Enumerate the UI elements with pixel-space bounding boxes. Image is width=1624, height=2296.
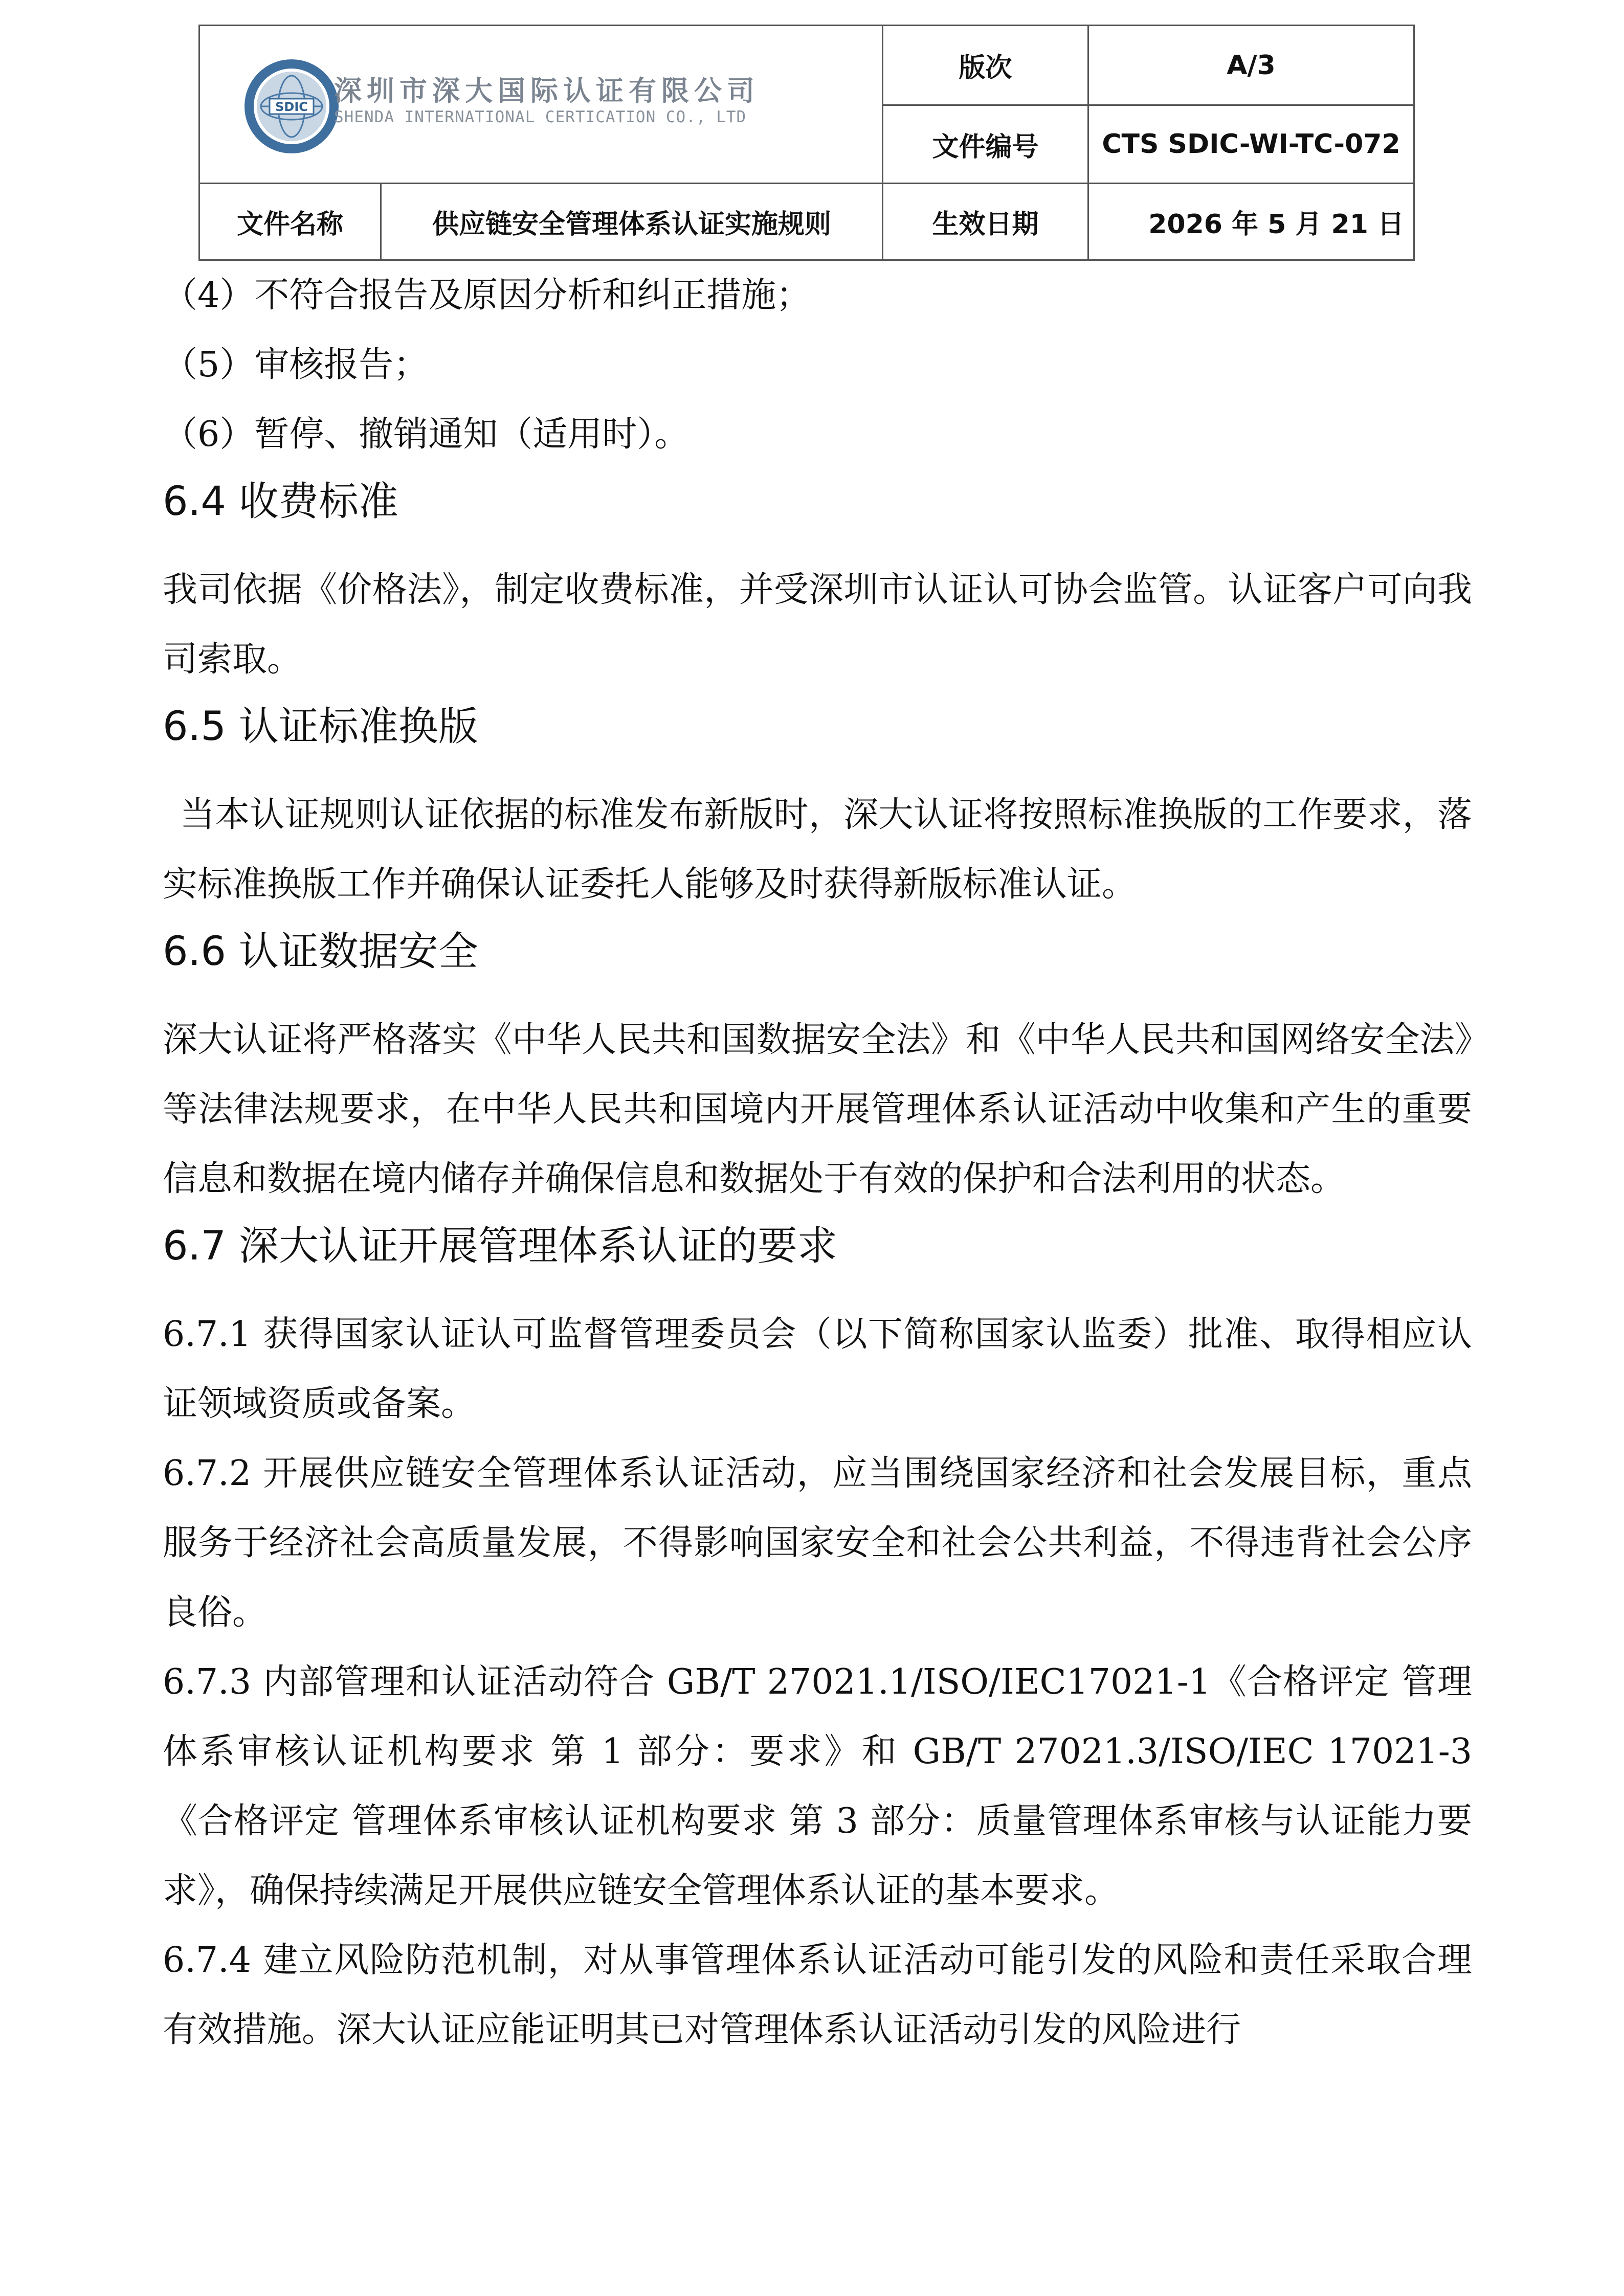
- company-seal-logo: [243, 58, 340, 155]
- list-item: （5）审核报告；: [163, 345, 429, 385]
- section-body-6-5: 当本认证规则认证依据的标准发布新版时，深大认证将按照标准换版的工作要求，落实标准换版工作并确保认证委托人能够及时获得新版标准认证。: [163, 795, 1472, 905]
- company-name-cn: 深圳市深大国际认证有限公司: [334, 74, 760, 107]
- section-body-6-4: 我司依据《价格法》，制定收费标准，并受深圳市认证认可协会监管。认证客户可向我司索取。: [163, 570, 1472, 680]
- document-header-table: [198, 25, 1415, 261]
- clause-6-7-4: 6.7.4 建立风险防范机制，对从事管理体系认证活动可能引发的风险和责任采取合理有效措施。深大认证应能证明其已对管理体系认证活动引发的风险进行: [163, 1940, 1472, 2050]
- list-item: （6）暂停、撤销通知（适用时）。: [163, 414, 689, 455]
- section-heading-6-5: 6.5 认证标准换版: [163, 704, 478, 750]
- section-heading-6-6: 6.6 认证数据安全: [163, 929, 478, 975]
- section-body-6-6: 深大认证将严格落实《中华人民共和国数据安全法》和《中华人民共和国网络安全法》等法律法规要求，在中华人民共和国境内开展管理体系认证活动中收集和产生的重要信息和数据在境内储存并确保信息和数据处于有效的保护和合法利用的状态。: [163, 1020, 1472, 1199]
- clause-6-7-1: 6.7.1 获得国家认证认可监督管理委员会（以下简称国家认监委）批准、取得相应认证领域资质或备案。: [163, 1314, 1472, 1424]
- effective-date-label: 生效日期: [932, 209, 1039, 240]
- document-number-label: 文件编号: [932, 131, 1039, 163]
- document-number-value: CTS SDIC-WI-TC-072: [1102, 129, 1400, 160]
- company-name-en: SHENDA INTERNATIONAL CERTICATION CO., LTD: [334, 108, 747, 126]
- version-value: A/3: [1227, 50, 1276, 81]
- clause-6-7-2: 6.7.2 开展供应链安全管理体系认证活动，应当围绕国家经济和社会发展目标，重点服务于经济社会高质量发展，不得影响国家安全和社会公共利益，不得违背社会公序良俗。: [163, 1453, 1472, 1633]
- list-item: （4）不符合报告及原因分析和纠正措施；: [163, 275, 811, 316]
- document-body: [163, 261, 1472, 2065]
- company-logo-block: [200, 26, 883, 185]
- version-label: 版次: [959, 53, 1012, 83]
- logo-text: SDIC: [275, 100, 308, 114]
- section-heading-6-4: 6.4 收费标准: [163, 479, 398, 525]
- document-name-label: 文件名称: [236, 209, 343, 240]
- effective-date-value: 2026 年 5 月 21 日: [1148, 209, 1404, 240]
- section-heading-6-7: 6.7 深大认证开展管理体系认证的要求: [163, 1223, 837, 1269]
- document-name-value: 供应链安全管理体系认证实施规则: [432, 209, 831, 240]
- clause-6-7-3: 6.7.3 内部管理和认证活动符合 GB/T 27021.1/ISO/IEC17021-1《合格评定 管理体系审核认证机构要求 第 1 部分：要求》和 GB/T 27021.3/ISO/IEC 17021-3《合格评定 管理体系审核认证机构要求 第 3 部分：质量管理体系审核与认证能力要求》，确保持续满足开展供应链安全管理体系认证的基本要求。: [163, 1662, 1472, 1911]
